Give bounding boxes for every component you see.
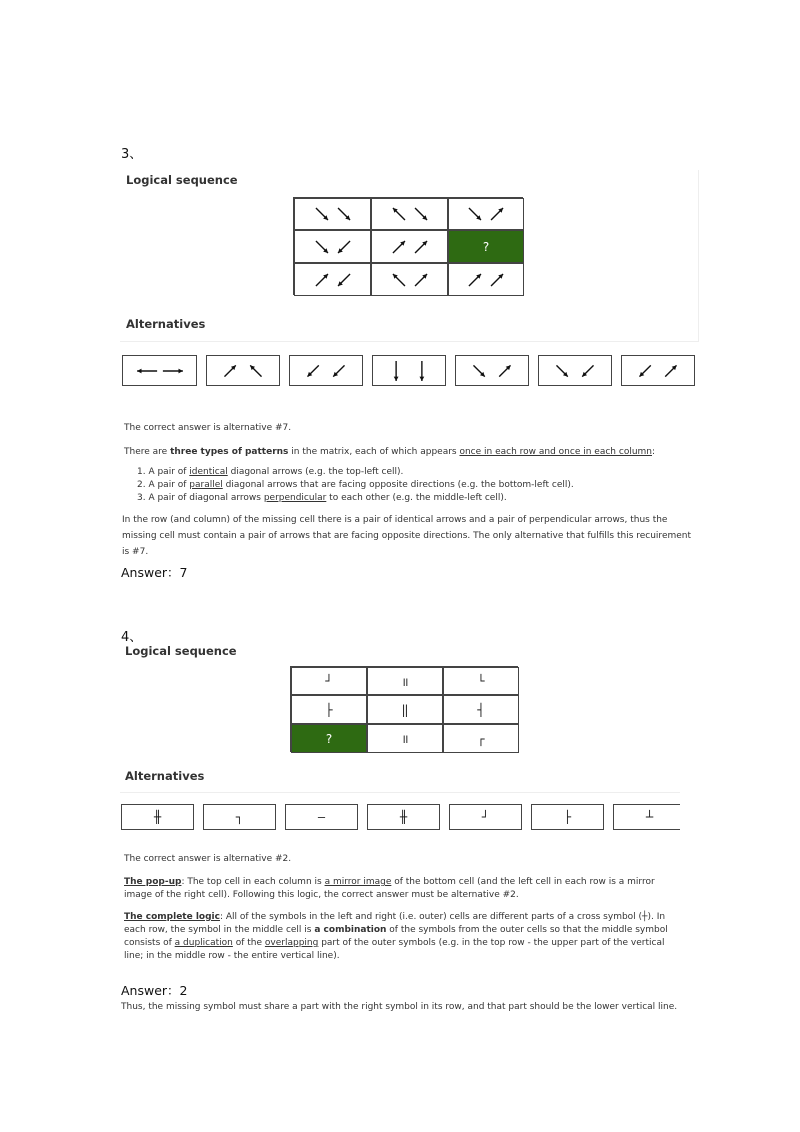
down-arrow-icon [419,361,424,381]
matrix-cell [443,724,519,753]
line-symbol-icon: ┤ [477,702,485,717]
line-symbol-icon: ╫ [153,810,162,824]
line-symbol-icon: ॥ [401,732,409,746]
question-3-number: 3、 [121,147,143,162]
q4-matrix [290,666,518,752]
matrix-cell [448,263,524,296]
up-left-arrow-icon [250,365,261,376]
alternative-5[interactable] [449,804,522,830]
missing-cell: ? [448,230,524,263]
matrix-cell [448,198,524,230]
list-item: 3. A pair of diagonal arrows perpendicular to each other (e.g. the middle-left cell). [137,493,507,503]
up-right-arrow-icon [315,273,327,285]
line-symbol-icon: ┴ [645,810,654,824]
q4-final-note: Thus, the missing symbol must share a part with the right symbol in its row, and that part should be the lower vertical line. [121,1002,678,1012]
matrix-cell [294,263,371,296]
alternative-6[interactable] [531,804,604,830]
down-left-arrow-icon [338,240,350,252]
q3-alternatives [122,355,704,386]
line-symbol-icon: ┘ [325,674,333,688]
down-right-arrow-icon [556,365,567,376]
down-left-arrow-icon [639,365,650,376]
alternative-5[interactable] [455,355,529,386]
alternative-1[interactable] [121,804,194,830]
matrix-cell [294,198,371,230]
alternative-7[interactable] [613,804,680,830]
alternative-3[interactable] [289,355,363,386]
left-arrow-icon [137,368,157,373]
down-arrow-icon [394,361,399,381]
alternative-4[interactable] [372,355,446,386]
line-symbol-icon: ॥ [401,674,409,689]
line-symbol-icon: └ [477,674,485,688]
q3-pattern-list [137,466,707,505]
list-item: 2. A pair of parallel diagonal arrows that are facing opposite directions (e.g. the bottom-left cell). [137,480,574,490]
q3-matrix [293,197,523,295]
line-symbol-icon: ┐ [235,810,244,824]
up-left-arrow-icon [392,208,404,220]
matrix-cell [443,667,519,695]
line-symbol-icon: ┌ [477,731,485,746]
up-right-arrow-icon [499,365,510,376]
matrix-cell [291,667,367,695]
matrix-cell [367,695,443,724]
down-right-arrow-icon [469,208,481,220]
down-right-arrow-icon [315,208,327,220]
up-right-arrow-icon [469,273,481,285]
q4-alternatives [121,804,680,830]
matrix-cell [294,230,371,263]
list-item: 1. A pair of identical diagonal arrows (e.g. the top-left cell). [137,467,404,477]
line-symbol-icon: ╫ [399,810,408,824]
alternative-7[interactable] [621,355,695,386]
up-right-arrow-icon [415,273,427,285]
down-right-arrow-icon [473,365,484,376]
matrix-cell [367,667,443,695]
q4-correct-answer: The correct answer is alternative #2. [124,854,292,864]
q3-correct-answer: The correct answer is alternative #7. [124,423,292,433]
up-right-arrow-icon [392,240,404,252]
up-left-arrow-icon [392,273,404,285]
down-left-arrow-icon [333,365,344,376]
q4-popup-explanation: The pop-up: The top cell in each column is a mirror image of the bottom cell (and the left cell in each row is a mirror image of the right cell). Following this logic, the correct answer must be alternative #2. [124,877,655,900]
q3-alternatives-heading: Alternatives [126,317,206,331]
q4-complete-logic-explanation: The complete logic: All of the symbols in the left and right (i.e. outer) cells are different parts of a cross symbol (┼). In each row, the symbol in the middle cell is a combination of the symbols from the outer cells so that the middle symbol consists of a duplication of the overlapping part of the outer symbols (e.g. in the top row - the upper part of the vertical line; in the middle row - the entire vertical line). [124,912,668,961]
alternative-4[interactable] [367,804,440,830]
right-arrow-icon [162,368,182,373]
alternative-1[interactable] [122,355,197,386]
q4-logical-sequence-heading: Logical sequence [125,644,237,658]
matrix-cell [371,198,448,230]
matrix-cell [367,724,443,753]
line-symbol-icon: ‖ [401,702,409,717]
q3-explanation-intro: There are three types of patterns in the matrix, each of which appears once in each row and once in each column: [124,447,656,457]
down-right-arrow-icon [415,208,427,220]
matrix-cell [443,695,519,724]
matrix-cell [291,695,367,724]
line-symbol-icon: ┘ [481,810,490,824]
up-right-arrow-icon [491,208,503,220]
down-left-arrow-icon [307,365,318,376]
q3-answer: Answer：7 [121,565,188,580]
matrix-cell [371,230,448,263]
down-right-arrow-icon [315,240,327,252]
up-right-arrow-icon [415,240,427,252]
up-right-arrow-icon [665,365,676,376]
alternative-2[interactable] [203,804,276,830]
down-left-arrow-icon [338,273,350,285]
up-right-arrow-icon [224,365,235,376]
q3-explanation-conclusion: In the row (and column) of the missing cell there is a pair of identical arrows and a pair of perpendicular arrows, thus the missing cell must contain a pair of arrows that are facing opposite directions. The only alternative that fulfills this recuirement is #7. [122,515,692,557]
missing-cell: ? [291,724,367,753]
question-4-number: 4、 [121,630,143,645]
q4-answer: Answer：2 [121,983,188,998]
alternative-3[interactable] [285,804,358,830]
line-symbol-icon: — [317,810,326,824]
down-right-arrow-icon [338,208,350,220]
matrix-cell [371,263,448,296]
q4-alternatives-heading: Alternatives [125,769,205,783]
line-symbol-icon: ├ [325,702,333,717]
alternative-2[interactable] [206,355,280,386]
down-left-arrow-icon [582,365,593,376]
up-right-arrow-icon [491,273,503,285]
q3-logical-sequence-heading: Logical sequence [126,173,238,187]
alternative-6[interactable] [538,355,612,386]
line-symbol-icon: ├ [563,810,572,824]
